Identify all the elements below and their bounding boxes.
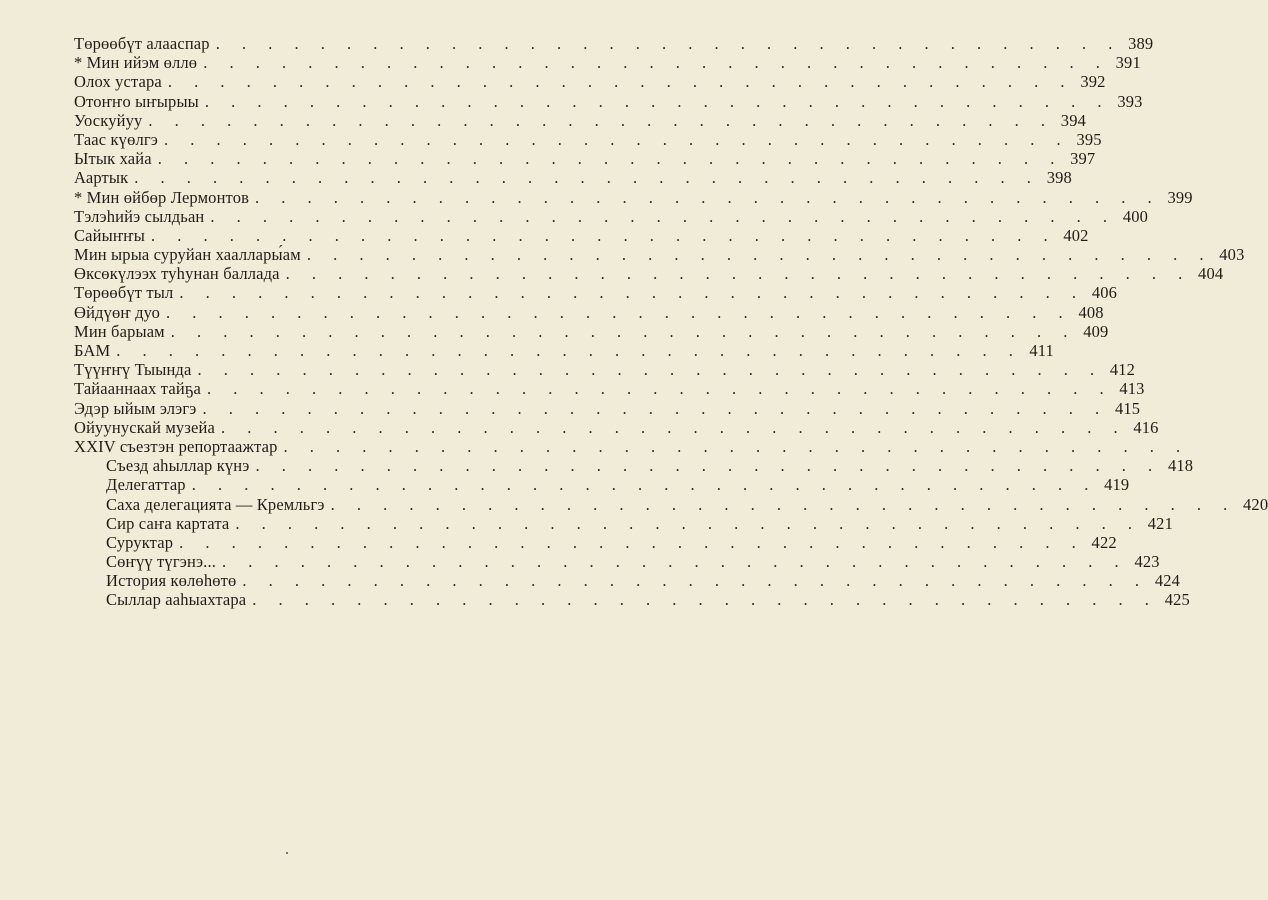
toc-entry-title: * Мин ийэм өллө [74, 53, 198, 73]
toc-entry-page-number: 399 [1167, 187, 1193, 207]
print-speck [286, 852, 288, 854]
toc-entry [74, 513, 1173, 533]
toc-entry [74, 341, 1054, 360]
toc-dot-leader: . . . . . . . . . . . . . . . . . . . . . . . . . . . . . . . . . . . [202, 398, 1109, 418]
toc-entry-title: Өксөкүлээх туһунан баллада [74, 264, 280, 284]
toc-dot-leader: . . . . . . . . . . . . . . . . . . . . . . . . . . . . . . . . . . . [150, 225, 1057, 245]
toc-entry-page-number: 392 [1080, 72, 1106, 92]
toc-entry-title: Ойуунускай музейа [74, 417, 215, 437]
toc-entry-page-number: 394 [1060, 110, 1086, 130]
toc-entry-title: Өйдүөҥ дуо [74, 302, 161, 322]
toc-entry [74, 398, 1141, 418]
toc-dot-leader: . . . . . . . . . . . . . . . . . . . . . . . . . . . . . . . . . . . [283, 436, 1190, 456]
toc-entry [74, 417, 1159, 437]
toc-entry [74, 206, 1149, 226]
toc-dot-leader: . . . . . . . . . . . . . . . . . . . . . . . . . . . . . . . . . . . [203, 53, 1109, 73]
toc-entry-page-number: 416 [1133, 417, 1159, 437]
toc-entry-page-number: 402 [1063, 225, 1089, 245]
toc-dot-leader: . . . . . . . . . . . . . . . . . . . . . . . . . . . . . . . . . . . [116, 341, 1022, 360]
toc-entry-title: Сайыҥҥы [74, 225, 145, 245]
toc-entry-page-number: 403 [1219, 245, 1245, 265]
toc-entry [74, 72, 1106, 92]
toc-entry [74, 456, 1194, 476]
toc-dot-leader: . . . . . . . . . . . . . . . . . . . . . . . . . . . . . . . . . . . [306, 245, 1213, 265]
toc-entry-title: Отоҥҥо ыҥырыы [74, 91, 199, 111]
toc-dot-leader: . . . . . . . . . . . . . . . . . . . . . . . . . . . . . . . . . . . [191, 475, 1098, 495]
toc-entry-page-number: 423 [1134, 552, 1160, 572]
toc-entry-title: Мин ырыа суруйан хааллары́ам [74, 245, 301, 265]
toc-entry [74, 187, 1193, 207]
toc-dot-leader: . . . . . . . . . . . . . . . . . . . . . . . . . . . . . . . . . . . [148, 110, 1054, 130]
toc-entry-title: Сөҥүү түгэнэ... [106, 552, 217, 572]
toc-entry-page-number: 400 [1122, 206, 1149, 226]
toc-entry-page-number: 415 [1114, 398, 1141, 418]
toc-dot-leader: . . . . . . . . . . . . . . . . . . . . . . . . . . . . . . . . . . . [164, 129, 1070, 149]
toc-dot-leader: . . . . . . . . . . . . . . . . . . . . . . . . . . . . . . . . . . . [220, 417, 1127, 437]
toc-entry-title: Ытык хайа [74, 149, 152, 169]
table-of-contents [74, 34, 1268, 610]
toc-entry-page-number: 413 [1119, 379, 1145, 399]
toc-entry-title: БАМ [74, 341, 111, 360]
toc-entry [74, 532, 1117, 552]
toc-entry [74, 34, 1154, 53]
toc-entry-title: Мин барыам [74, 321, 165, 341]
toc-entry-title: Делегаттар [106, 475, 186, 495]
toc-entry-page-number: 409 [1083, 321, 1109, 341]
toc-dot-leader: . . . . . . . . . . . . . . . . . . . . . . . . . . . . . . . . . . . [222, 552, 1128, 572]
toc-entry-page-number: 391 [1115, 53, 1141, 73]
toc-entry [74, 110, 1086, 130]
toc-entry [74, 379, 1145, 399]
toc-entry-page-number: 404 [1198, 264, 1224, 284]
toc-dot-leader: . . . . . . . . . . . . . . . . . . . . . . . . . . . . . . . . . . . [255, 187, 1161, 207]
toc-dot-leader: . . . . . . . . . . . . . . . . . . . . . . . . . . . . . . . . . . . [330, 494, 1237, 514]
toc-entry-title: Суруктар [106, 532, 174, 552]
toc-entry-title: XXIV съезтэн репортаажтар [74, 436, 278, 456]
toc-entry [74, 571, 1181, 591]
toc-dot-leader: . . . . . . . . . . . . . . . . . . . . . . . . . . . . . . . . . . . [252, 590, 1158, 610]
toc-dot-leader: . . . . . . . . . . . . . . . . . . . . . . . . . . . . . . . . . . . [242, 571, 1149, 591]
toc-dot-leader: . . . . . . . . . . . . . . . . . . . . . . . . . . . . . . . . . . . [235, 513, 1141, 533]
toc-entry [74, 168, 1072, 188]
toc-entry-title: Сыллар ааһыахтара [106, 590, 247, 610]
toc-dot-leader: . . . . . . . . . . . . . . . . . . . . . . . . . . . . . . . . . . . [285, 264, 1192, 284]
toc-entry [74, 436, 1190, 456]
toc-entry-page-number: 393 [1117, 91, 1143, 111]
toc-entry-page-number: 411 [1029, 341, 1054, 360]
toc-entry-page-number: 425 [1164, 590, 1190, 610]
toc-entry-title: Олох устара [74, 72, 162, 92]
toc-entry-page-number: 422 [1091, 532, 1117, 552]
toc-entry-page-number: 424 [1154, 571, 1181, 591]
toc-dot-leader: . . . . . . . . . . . . . . . . . . . . . . . . . . . . . . . . . . . [255, 456, 1162, 476]
toc-entry [74, 552, 1160, 572]
toc-dot-leader: . . . . . . . . . . . . . . . . . . . . . . . . . . . . . . . . . . . [179, 532, 1085, 552]
toc-dot-leader: . . . . . . . . . . . . . . . . . . . . . . . . . . . . . . . . . . . [157, 149, 1064, 169]
toc-entry [74, 91, 1143, 111]
toc-entry [74, 225, 1089, 245]
toc-entry-title: Таас күөлгэ [74, 129, 159, 149]
toc-entry-title: Саха делегацията — Кремльгэ [106, 494, 325, 514]
toc-entry [74, 264, 1224, 284]
toc-entry-page-number: 418 [1167, 456, 1194, 476]
toc-entry-title: Съезд аһыллар күнэ [106, 456, 250, 476]
toc-dot-leader: . . . . . . . . . . . . . . . . . . . . . . . . . . . . . . . . . . . [167, 72, 1074, 92]
toc-entry-page-number: 397 [1070, 149, 1096, 169]
toc-entry-page-number: 395 [1076, 129, 1102, 149]
toc-entry [74, 283, 1118, 303]
toc-entry-title: Уоскуйуу [74, 110, 143, 130]
toc-entry-title: Эдэр ыйым элэгэ [74, 398, 197, 418]
toc-entry-page-number: 420 [1243, 494, 1268, 514]
toc-entry-title: Тайааннаах тайҕа [74, 379, 201, 399]
toc-entry-page-number: 389 [1128, 34, 1154, 53]
toc-dot-leader: . . . . . . . . . . . . . . . . . . . . . . . . . . . . . . . . . . . [166, 302, 1072, 322]
toc-entry-title: Төрөөбүт алааспар [74, 34, 210, 53]
toc-entry-page-number: 408 [1078, 302, 1104, 322]
toc-entry-title: Төрөөбүт тыл [74, 283, 174, 303]
toc-entry [74, 129, 1102, 149]
toc-entry [74, 302, 1104, 322]
toc-entry [74, 590, 1190, 610]
toc-entry-page-number: 421 [1147, 513, 1173, 533]
toc-dot-leader: . . . . . . . . . . . . . . . . . . . . . . . . . . . . . . . . . . . [197, 360, 1104, 380]
toc-entry [74, 360, 1136, 380]
toc-dot-leader: . . . . . . . . . . . . . . . . . . . . . . . . . . . . . . . . . . . [170, 321, 1077, 341]
toc-dot-leader: . . . . . . . . . . . . . . . . . . . . . . . . . . . . . . . . . . . [210, 206, 1117, 226]
toc-dot-leader: . . . . . . . . . . . . . . . . . . . . . . . . . . . . . . . . . . . [134, 168, 1040, 188]
toc-entry-page-number: 419 [1104, 475, 1130, 495]
toc-entry [74, 245, 1245, 265]
toc-entry-page-number: 406 [1091, 283, 1118, 303]
toc-entry-title: Аартык [74, 168, 129, 188]
toc-dot-leader: . . . . . . . . . . . . . . . . . . . . . . . . . . . . . . . . . . . [204, 91, 1111, 111]
toc-entry-title: Тэлэһийэ сылдьан [74, 206, 205, 226]
toc-dot-leader: . . . . . . . . . . . . . . . . . . . . . . . . . . . . . . . . . . . [179, 283, 1086, 303]
toc-entry [74, 149, 1096, 169]
toc-dot-leader: . . . . . . . . . . . . . . . . . . . . . . . . . . . . . . . . . . . [206, 379, 1113, 399]
toc-entry [74, 475, 1130, 495]
toc-entry-title: * Мин өйбөр Лермонтов [74, 187, 250, 207]
toc-entry [74, 53, 1141, 73]
toc-entry-title: Түүҥҥү Тыында [74, 360, 192, 380]
toc-entry-page-number: 412 [1109, 360, 1136, 380]
toc-entry [74, 494, 1268, 514]
toc-entry-page-number: 398 [1046, 168, 1072, 188]
toc-entry-title: История көлөһөтө [106, 571, 237, 591]
toc-dot-leader: . . . . . . . . . . . . . . . . . . . . . . . . . . . . . . . . . . . [215, 34, 1122, 53]
toc-entry-title: Сир саҥа картата [106, 513, 230, 533]
toc-entry [74, 321, 1109, 341]
